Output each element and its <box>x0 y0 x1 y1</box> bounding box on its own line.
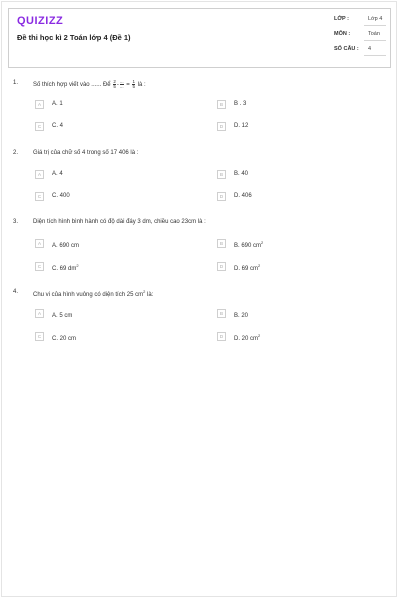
option-text <box>234 263 260 272</box>
option-text: A. 4 <box>52 171 63 177</box>
superscript: 2 <box>143 289 146 294</box>
question-text-main: Chu vi của hình vuông có diện tích 25 cm <box>33 292 144 298</box>
meta-label: LỚP : <box>334 16 349 22</box>
option-letter-box: B <box>217 170 226 179</box>
option-text <box>52 263 79 272</box>
question-text-after: là : <box>137 82 146 89</box>
option-letter-box: C <box>35 332 44 341</box>
option-text: C. 400 <box>52 193 70 199</box>
fraction-denominator: ... <box>119 84 124 89</box>
option-text <box>52 333 76 342</box>
fraction <box>132 80 135 89</box>
meta-label: MÔN : <box>334 31 351 37</box>
worksheet-meta <box>334 13 386 58</box>
meta-value: Lớp 4 <box>368 16 383 22</box>
option-letter-box: A <box>35 170 44 179</box>
option-letter-box: A <box>35 309 44 318</box>
option-letter-box: B <box>217 309 226 318</box>
question-number: 1. <box>13 80 19 86</box>
superscript: 2 <box>258 333 261 338</box>
meta-underline <box>364 25 386 26</box>
option-text-main: C. 69 dm <box>52 266 77 272</box>
question-text <box>33 80 146 89</box>
option-letter-box: D <box>217 192 226 201</box>
option-text: B . 3 <box>234 101 247 107</box>
option-text: D. 406 <box>234 193 252 199</box>
option-text <box>52 310 72 319</box>
meta-row-subject <box>334 28 386 43</box>
meta-value: Toán <box>368 31 380 37</box>
option-text: C. 4 <box>52 123 64 129</box>
option-text-main: A. 5 cm <box>52 313 73 319</box>
option-text: D. 12 <box>234 123 249 129</box>
meta-row-class <box>334 13 386 28</box>
question-text-after: là: <box>145 292 154 298</box>
option-text-main: D. 20 cm <box>234 336 259 342</box>
option-text-main: B. 20 <box>234 313 249 319</box>
option-text-main: D. 69 cm <box>234 266 259 272</box>
option-letter-box: A <box>35 100 44 109</box>
quizizz-logo: QUIZIZZ <box>17 15 64 27</box>
option-text-main: A. 690 cm <box>52 243 80 249</box>
meta-label: SỐ CÂU : <box>334 46 359 52</box>
fraction-numerator: 2 <box>113 79 116 84</box>
option-letter-box: B <box>217 100 226 109</box>
superscript: 2 <box>76 263 79 268</box>
meta-value: 4 <box>368 46 372 52</box>
operator: - <box>116 82 119 89</box>
option-text-main: C. 20 cm <box>52 336 77 342</box>
meta-underline <box>364 40 386 41</box>
superscript: 2 <box>261 240 264 245</box>
option-text: B. 40 <box>234 171 249 177</box>
question-text: Diện tích hình bình hành có độ dài đáy 3 dm, chiều cao 23cm là : <box>33 219 206 225</box>
option-letter-box: C <box>35 192 44 201</box>
fraction-numerator: 1 <box>132 79 135 84</box>
question-text-before: Số thích hợp viết vào ...... Để <box>33 82 111 89</box>
fraction-numerator: ... <box>119 79 124 84</box>
worksheet-title: Đề thi học kì 2 Toán lớp 4 (Đề 1) <box>17 33 131 42</box>
option-letter-box: C <box>35 262 44 271</box>
option-text <box>52 240 79 249</box>
option-letter-box: B <box>217 239 226 248</box>
option-text-main: B. 690 cm <box>234 243 262 249</box>
option-letter-box: D <box>217 332 226 341</box>
question-number: 3. <box>13 219 19 225</box>
equals-sign: = <box>126 82 130 89</box>
meta-row-question-count <box>334 43 386 58</box>
option-text <box>234 333 260 342</box>
option-text <box>234 310 248 319</box>
question-number: 4. <box>13 289 19 295</box>
option-letter-box: D <box>217 262 226 271</box>
fraction-blank <box>120 80 124 89</box>
option-letter-box: C <box>35 122 44 131</box>
worksheet-header <box>8 8 391 68</box>
fraction-denominator: 5 <box>132 84 135 89</box>
option-text <box>234 240 263 249</box>
fraction-denominator: 5 <box>113 84 116 89</box>
option-text: A. 1 <box>52 101 63 107</box>
question-number: 2. <box>13 150 19 156</box>
page-border <box>1 1 397 597</box>
fraction <box>113 80 116 89</box>
meta-underline <box>364 55 386 56</box>
option-letter-box: D <box>217 122 226 131</box>
question-text: Giá trị của chữ số 4 trong số 17 406 là : <box>33 150 139 156</box>
superscript: 2 <box>258 263 261 268</box>
option-letter-box: A <box>35 239 44 248</box>
question-text <box>33 289 153 298</box>
